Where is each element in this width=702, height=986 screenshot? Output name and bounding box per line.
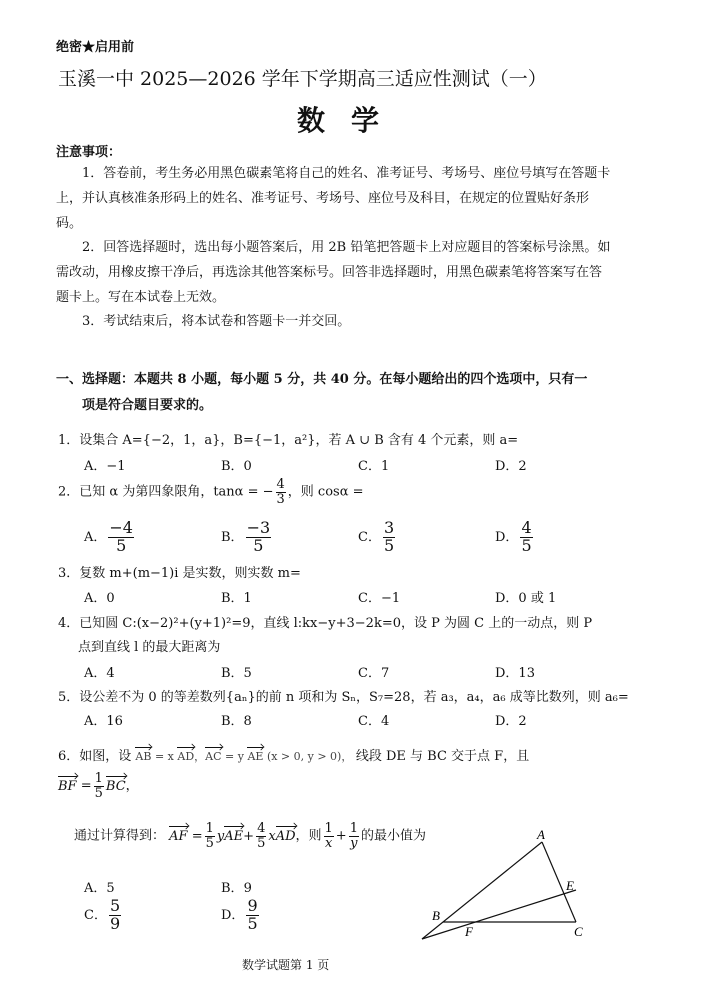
q6-plus: + [243,828,255,844]
q2-option-a-letter: A． [84,529,107,545]
q6-line1-b: 线段 DE 与 BC 交于点 F，且 [355,749,530,764]
q3-option-d: D．0 或 1 [495,591,557,606]
q6-option-d-num: 9 [247,896,258,915]
q6-then: ，则 [295,828,322,844]
q6-option-a-value: 5 [106,881,115,896]
label-f: F [465,924,473,939]
section-heading-line2: 项是符合题目要求的。 [82,398,213,413]
q6-vec-ad2: AD [275,828,296,844]
q6-line2-tail: ， [125,778,139,794]
q6-vec-bf: BF [58,778,77,794]
q1-option-c: C．1 [358,459,390,474]
q6-term2-coef: x [268,828,276,844]
q6-min-frac2-den: y [350,835,358,851]
section-heading [56,367,616,419]
q6-option-a-letter: A． [84,881,107,896]
q2-option-c [358,520,397,555]
q6-eq-x: = x [154,750,174,763]
q5-option-a: A．16 [84,714,123,729]
q2-stem [58,478,364,506]
exam-title: 玉溪一中 2025—2026 学年下学期高三适应性测试（一） [58,68,547,90]
notice-item-2: 2．回答选择题时，选出每小题答案后，用 2B 铅笔把答题卡上对应题目的答案标号涂黑。如需改动，用橡皮擦干净后，再选涂其他答案标号。回答非选择题时，用黑色碳素笔将答案写在答题卡上。写在本试卷上无效。 [56,240,611,305]
q2-option-a-den: 5 [116,535,127,555]
q6-option-c-den: 9 [109,913,121,933]
secret-label: 绝密★启用前 [56,40,135,55]
q6-option-c [84,898,123,933]
q6-option-d-den: 5 [247,913,258,933]
q2-frac-num: 4 [276,477,285,492]
label-e: E [566,878,574,893]
q6-option-b [221,877,252,896]
q2-option-a [84,520,136,555]
q2-option-b [221,520,273,555]
q6-line2 [58,772,139,800]
section-heading-line1: 一、选择题：本题共 8 小题，每小题 5 分，共 40 分。在每小题给出的四个选项中，只有一 [56,372,588,387]
q5-stem: 5．设公差不为 0 的等差数列{aₙ}的前 n 项和为 Sₙ，S₇=28，若 a₃，a₄，a₆ 成等比数列，则 a₆= [58,690,629,705]
q2-option-d-den: 5 [521,535,532,555]
q2-option-b-letter: B． [221,529,244,545]
q1-option-b: B．0 [221,459,252,474]
q6-min-text: 的最小值为 [360,828,426,844]
q6-vec-bc: BC [105,778,126,794]
q6-option-c-letter: C． [84,907,107,923]
q3-option-a: A．0 [84,591,115,606]
q5-option-b: B．8 [221,714,252,729]
q2-option-d-num: 4 [521,518,532,537]
q6-option-d [221,898,261,933]
q3-stem: 3．复数 m+(m−1)i 是实数，则实数 m= [58,566,301,581]
q6-option-b-letter: B． [221,881,244,896]
q6-calc-frac1-num: 1 [205,821,214,836]
q2-stem-a: 2．已知 α 为第四象限角，tanα = − [58,484,274,500]
q6-term1-coef: y [216,828,225,844]
q2-option-a-num: −4 [109,518,133,537]
q1-stem: 1．设集合 A={−2，1，a}，B={−1，a²}，若 A ∪ B 含有 4 个元素，则 a= [58,433,519,448]
q6-calc-frac1-den: 5 [205,835,214,851]
q6-line1-a: 6．如图，设 [58,749,132,764]
q4-stem-line1: 4．已知圆 C:(x−2)²+(y+1)²=9，直线 l:kx−y+3−2k=0，设 P 为圆 C 上的一动点，则 P [58,616,593,631]
q6-option-d-letter: D． [221,907,245,923]
q2-option-c-den: 5 [383,535,395,555]
q6-vec-ae2: AE [224,828,244,844]
q3-option-b: B．1 [221,591,252,606]
q6-calc-frac2-den: 5 [257,835,266,851]
q2-option-d [495,520,535,555]
q6-line1 [58,745,529,764]
q6-vec-ab: AB [135,750,152,763]
q6-vec-ae: AE [247,750,264,763]
q5-option-c: C．4 [358,714,390,729]
q6-eq-y: = y [225,750,244,763]
q4-option-b: B．5 [221,666,252,681]
q6-vec-ad: AD [177,750,195,763]
subject-title: 数学 [296,104,405,137]
q6-calc-line: 通过计算得到： AF = $\frac{1}{5}$ yAE+ $\frac{4}{5}$ xAD，则 $\frac{1}{x}$ + $\frac{1}{y}$ 的最小值为 [74,821,426,851]
q6-vec-ac: AC [205,750,222,763]
q6-min-frac1-num: 1 [324,821,333,836]
q4-option-c: C．7 [358,666,390,681]
q6-vec-af: AF [169,828,188,844]
q2-option-d-letter: D． [495,529,519,545]
q6-option-b-value: 9 [243,881,252,896]
notice-item-3: 3．考试结束后，将本试卷和答题卡一并交回。 [82,314,351,329]
q6-option-a [84,877,115,896]
notice-item-1: 1．答卷前，考生务必用黑色碳素笔将自己的姓名、准考证号、考场号、座位号填写在答题卡上，并认真核准条形码上的姓名、准考证号、考场号、座位号及科目，在规定的位置贴好条形码。 [56,166,611,231]
q4-option-d: D．13 [495,666,535,681]
label-b: B [432,908,440,923]
q2-stem-b: ，则 cosα = [287,484,364,500]
q6-calc-frac2-num: 4 [257,821,266,836]
q2-option-b-den: 5 [253,535,264,555]
q6-min-frac1-den: x [324,835,333,851]
triangle-figure [410,826,610,946]
q6-frac1-num: 1 [94,771,103,786]
q4-option-a: A．4 [84,666,115,681]
q2-option-c-num: 3 [383,518,395,537]
q4-stem-line2: 点到直线 l 的最大距离为 [78,640,221,655]
q2-option-b-num: −3 [246,518,271,537]
notice-heading: 注意事项： [56,145,122,160]
q6-comma: ， [194,750,206,763]
q2-stem-fraction [276,478,286,506]
q6-vector-conditions [135,750,355,763]
q5-option-d: D．2 [495,714,527,729]
q6-cond: (x > 0, y > 0)， [266,750,353,763]
q6-eq: = [80,778,92,794]
q6-option-c-num: 5 [109,896,121,915]
q6-calc-a: 通过计算得到： [74,828,166,844]
q3-option-c: C．−1 [358,591,401,606]
q6-min-frac2-num: 1 [349,821,358,836]
q2-frac-den: 3 [276,491,285,507]
q1-option-a: A．−1 [84,459,126,474]
q2-option-c-letter: C． [358,529,381,545]
q6-frac1-den: 5 [94,785,103,801]
label-a: A [537,827,545,842]
edge-da [422,842,542,939]
edge-de [422,890,576,939]
q1-option-d: D．2 [495,459,527,474]
page-footer: 数学试题第 1 页 [242,958,330,972]
label-c: C [574,924,583,939]
